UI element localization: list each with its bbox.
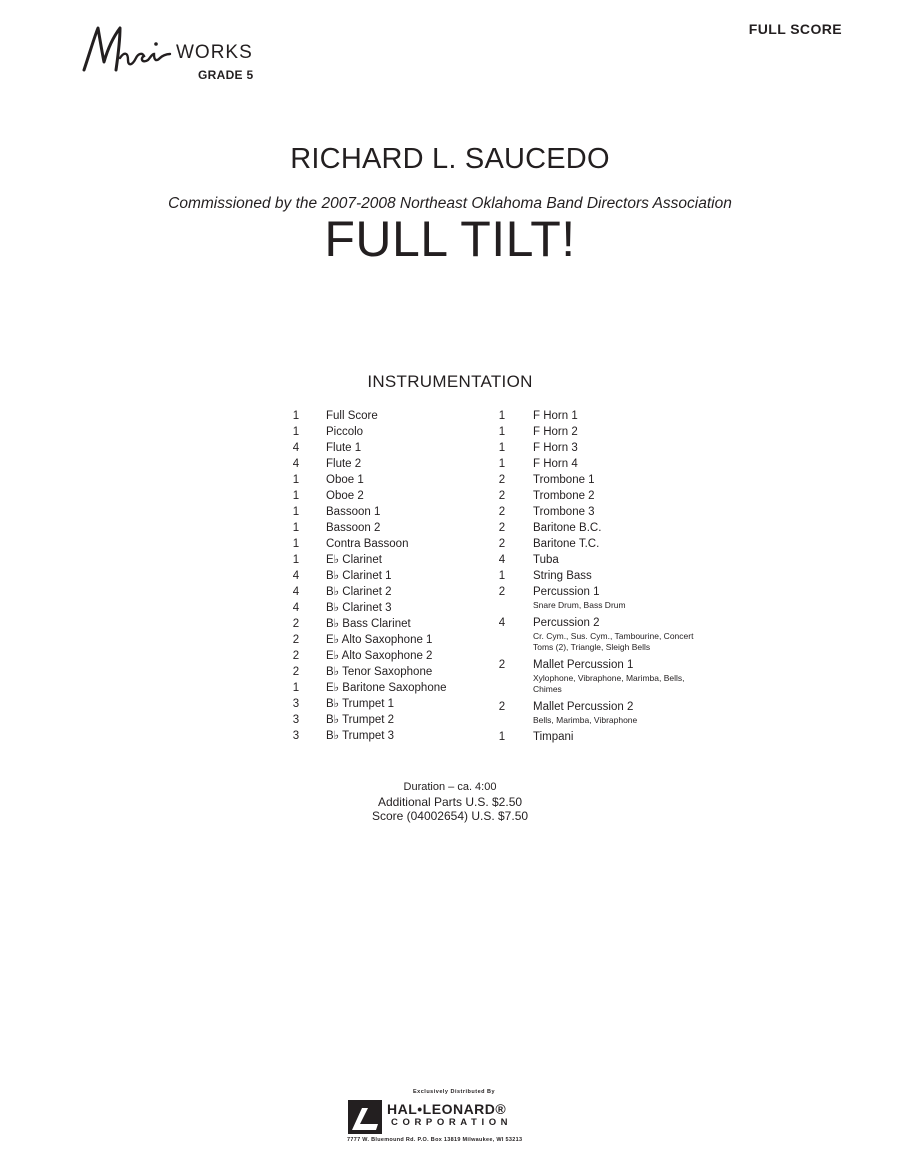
instrument-quantity: 2 (498, 506, 506, 518)
piece-title: FULL TILT! (324, 211, 576, 267)
duration-text: Duration – ca. 4:00 (403, 781, 497, 793)
instrument-row (492, 424, 712, 440)
instrument-row (286, 696, 506, 712)
instrument-row (286, 632, 506, 648)
music-script-logo-icon (80, 22, 180, 78)
instrument-quantity: 4 (292, 586, 300, 598)
instrument-name: Mallet Percussion 1 (533, 658, 634, 671)
instrument-row (286, 712, 506, 728)
instrument-quantity: 1 (498, 410, 506, 422)
instrument-row (286, 680, 506, 696)
instrument-quantity: 1 (292, 538, 300, 550)
instrument-note: Xylophone, Vibraphone, Marimba, Bells, Chimes (533, 672, 685, 694)
instrument-quantity: 1 (292, 522, 300, 534)
instrument-name: E♭ Alto Saxophone 1 (326, 634, 433, 646)
instrument-name: Tuba (533, 554, 559, 566)
instrument-name: B♭ Clarinet 3 (326, 602, 392, 614)
instrument-quantity: 1 (292, 506, 300, 518)
score-type-label: FULL SCORE (748, 21, 842, 37)
instrument-name: Percussion 1 (533, 586, 600, 598)
instrument-name: Bassoon 2 (326, 522, 381, 534)
instrument-row (492, 504, 712, 520)
instrument-row (286, 504, 506, 520)
instrument-name: Piccolo (326, 426, 364, 438)
instrument-row (492, 729, 712, 745)
instrument-name: B♭ Trumpet 1 (326, 698, 395, 710)
instrument-quantity: 1 (292, 426, 300, 438)
exclusive-distributor-text: Exclusively Distributed By (413, 1089, 496, 1095)
instrument-quantity: 2 (498, 658, 506, 671)
instrument-name: Mallet Percussion 2 (533, 700, 634, 713)
instrument-quantity: 3 (292, 698, 300, 710)
grade-label: GRADE 5 (198, 68, 254, 82)
instrument-quantity: 2 (292, 666, 300, 678)
instrument-row (286, 440, 506, 456)
musicworks-logo (80, 22, 280, 82)
instrument-row (286, 424, 506, 440)
score-price: Score (04002654) U.S. $7.50 (371, 809, 529, 823)
instrument-quantity: 1 (498, 442, 506, 454)
instrument-row (286, 520, 506, 536)
instrument-quantity: 1 (498, 731, 506, 743)
instrument-row (286, 728, 506, 744)
hal-leonard-emblem-icon (348, 1100, 382, 1134)
instrument-name: B♭ Clarinet 1 (326, 570, 392, 582)
publisher-name: HAL•LEONARD® (387, 1101, 507, 1117)
instrument-name: String Bass (533, 570, 592, 582)
instrument-quantity: 2 (498, 586, 506, 598)
instrument-row (492, 472, 712, 488)
instrument-quantity: 2 (498, 474, 506, 486)
instrument-name: E♭ Baritone Saxophone (326, 682, 447, 694)
instrument-quantity: 4 (292, 570, 300, 582)
instrument-quantity: 2 (292, 618, 300, 630)
instrument-quantity: 4 (498, 616, 506, 629)
instrument-row (286, 568, 506, 584)
instrument-quantity: 2 (498, 490, 506, 502)
instrument-row (492, 584, 712, 612)
instrument-row (492, 699, 712, 727)
instrument-name: Trombone 2 (533, 490, 595, 502)
pricing-block (0, 780, 900, 824)
publisher-address: 7777 W. Bluemound Rd. P.O. Box 13819 Milwaukee, WI 53213 (347, 1137, 523, 1143)
instrument-name: B♭ Bass Clarinet (326, 618, 411, 630)
instrument-row (492, 488, 712, 504)
instrument-quantity: 4 (498, 554, 506, 566)
instrument-row (492, 408, 712, 424)
instrument-name: E♭ Alto Saxophone 2 (326, 650, 433, 662)
instrument-name: F Horn 2 (533, 426, 578, 438)
instrument-quantity: 2 (498, 522, 506, 534)
publisher-logo (345, 1088, 575, 1148)
instrument-name: Trombone 3 (533, 506, 595, 518)
instrument-row (286, 600, 506, 616)
composer-name: RICHARD L. SAUCEDO (290, 143, 610, 175)
instrument-row (286, 536, 506, 552)
instrument-name: Oboe 1 (326, 474, 364, 486)
instrument-name: B♭ Clarinet 2 (326, 586, 392, 598)
instrument-quantity: 1 (292, 554, 300, 566)
instrument-row (492, 536, 712, 552)
logo-works-text: WORKS (176, 42, 253, 63)
instrument-row (286, 584, 506, 600)
instrumentation-heading: INSTRUMENTATION (367, 372, 533, 391)
instrument-note: Cr. Cym., Sus. Cym., Tambourine, Concert Toms (2), Triangle, Sleigh Bells (533, 630, 694, 652)
instrument-quantity: 3 (292, 714, 300, 726)
instrument-name: E♭ Clarinet (326, 554, 382, 566)
instrument-name: Percussion 2 (533, 616, 600, 629)
instrument-name: Oboe 2 (326, 490, 364, 502)
instrument-quantity: 1 (292, 682, 300, 694)
instrument-note: Bells, Marimba, Vibraphone (533, 714, 638, 725)
instrument-name: Trombone 1 (533, 474, 595, 486)
instrument-row (286, 456, 506, 472)
instrument-row (286, 664, 506, 680)
additional-parts-price: Additional Parts U.S. $2.50 (377, 794, 523, 809)
instrument-name: Flute 1 (326, 442, 362, 454)
instrumentation-left-column (286, 408, 506, 744)
instrument-quantity: 1 (498, 458, 506, 470)
instrument-quantity: 4 (292, 442, 300, 454)
instrument-name: Full Score (326, 410, 378, 422)
instrument-name: F Horn 3 (533, 442, 578, 454)
instrument-name: B♭ Trumpet 3 (326, 730, 395, 742)
instrument-note: Snare Drum, Bass Drum (533, 600, 626, 610)
instrument-quantity: 1 (498, 570, 506, 582)
instrument-quantity: 1 (292, 490, 300, 502)
instrument-name: B♭ Trumpet 2 (326, 714, 395, 726)
instrument-name: Timpani (533, 731, 574, 743)
instrument-quantity: 3 (292, 730, 300, 742)
instrument-row (286, 616, 506, 632)
instrument-quantity: 2 (292, 634, 300, 646)
instrumentation-right-column (492, 408, 712, 745)
instrument-row (286, 648, 506, 664)
instrument-name: B♭ Tenor Saxophone (326, 666, 433, 678)
instrument-row (492, 552, 712, 568)
instrument-name: Flute 2 (326, 458, 362, 470)
instrument-name: Bassoon 1 (326, 506, 381, 518)
instrument-quantity: 4 (292, 458, 300, 470)
commission-note: Commissioned by the 2007-2008 Northeast Oklahoma Band Directors Association (168, 195, 732, 212)
instrument-quantity: 2 (498, 538, 506, 550)
instrument-name: Baritone B.C. (533, 522, 602, 534)
instrument-name: Contra Bassoon (326, 538, 409, 550)
instrument-row (492, 657, 712, 696)
instrument-quantity: 1 (292, 474, 300, 486)
instrument-quantity: 1 (292, 410, 300, 422)
publisher-corporation: CORPORATION (391, 1117, 513, 1128)
instrument-quantity: 2 (292, 650, 300, 662)
instrument-row (286, 408, 506, 424)
instrument-name: F Horn 1 (533, 410, 578, 422)
instrument-row (286, 552, 506, 568)
instrument-row (492, 520, 712, 536)
instrument-name: Baritone T.C. (533, 538, 600, 550)
instrument-row (492, 568, 712, 584)
instrument-row (492, 456, 712, 472)
instrument-row (492, 615, 712, 654)
instrument-row (286, 488, 506, 504)
instrument-name: F Horn 4 (533, 458, 578, 470)
instrument-quantity: 4 (292, 602, 300, 614)
instrument-quantity: 1 (498, 426, 506, 438)
instrument-quantity: 2 (498, 700, 506, 713)
instrument-row (286, 472, 506, 488)
instrument-row (492, 440, 712, 456)
